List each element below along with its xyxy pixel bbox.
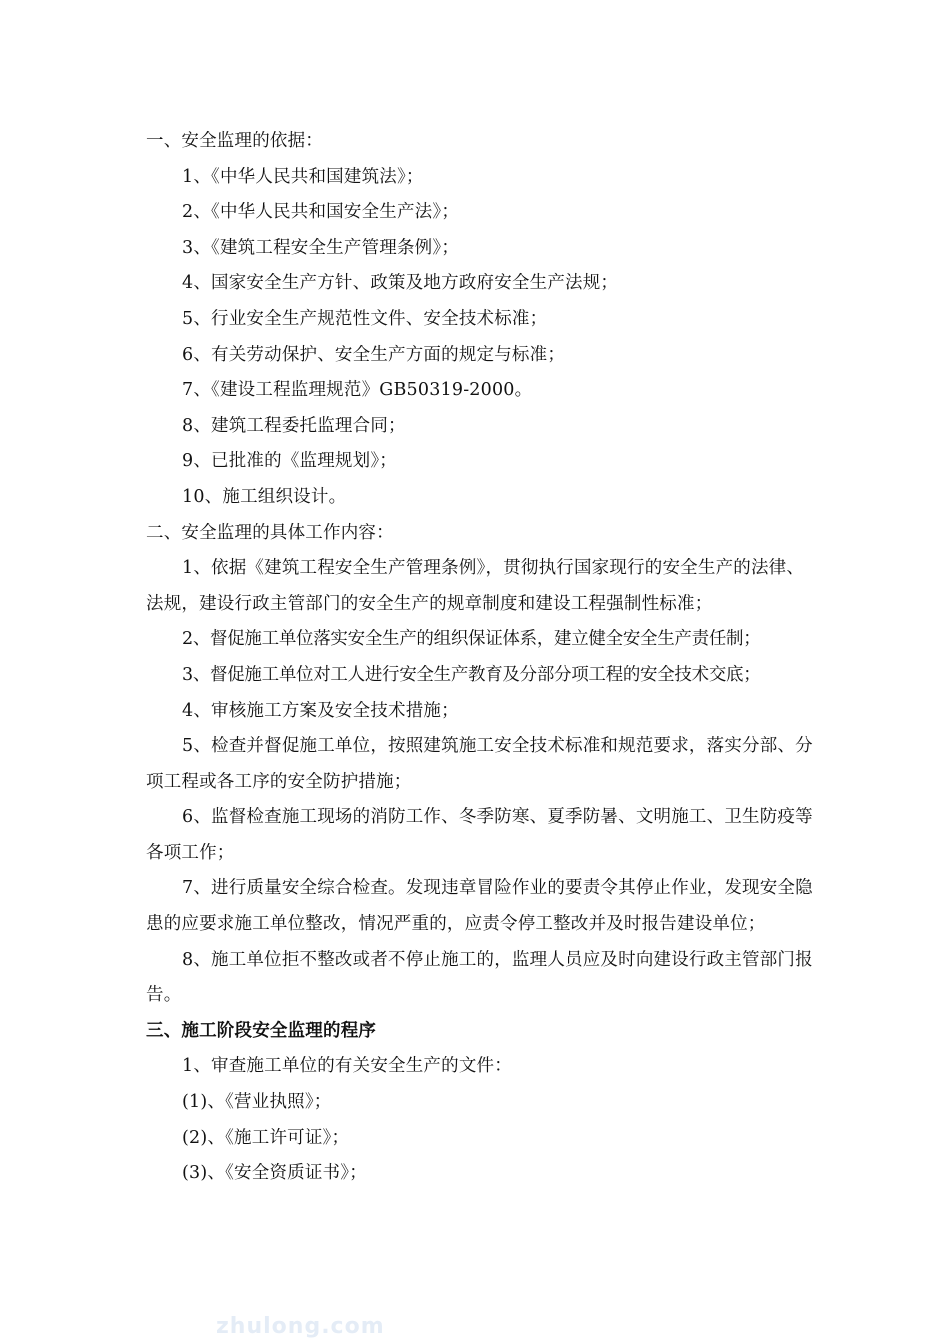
section-2-item-3: 3、督促施工单位对工人进行安全生产教育及分部分项工程的安全技术交底； xyxy=(182,664,761,685)
watermark: zhulong.com xyxy=(216,1314,385,1339)
section-1-item-7: 7、《建设工程监理规范》GB50319-2000。 xyxy=(182,380,533,401)
section-1-item-3: 3、《建筑工程安全生产管理条例》； xyxy=(182,237,460,258)
section-1-item-5: 5、行业安全生产规范性文件、安全技术标准； xyxy=(182,308,548,329)
document-body xyxy=(146,124,818,1192)
section-2-heading: 二、安全监理的具体工作内容： xyxy=(146,522,394,543)
section-3-item-2: (1)、《营业执照》； xyxy=(182,1092,332,1113)
section-1-item-8: 8、建筑工程委托监理合同； xyxy=(182,415,406,436)
section-2-item-6: 6、监督检查施工现场的消防工作、冬季防寒、夏季防暑、文明施工、卫生防疫等各项工作； xyxy=(146,807,813,863)
section-1-item-1: 1、《中华人民共和国建筑法》； xyxy=(182,166,424,187)
section-1-item-4: 4、国家安全生产方针、政策及地方政府安全生产法规； xyxy=(182,273,619,294)
section-1-item-9: 9、已批准的《监理规划》； xyxy=(182,451,397,472)
section-1-item-2: 2、《中华人民共和国安全生产法》； xyxy=(182,202,460,223)
section-2-item-7: 7、进行质量安全综合检查。发现违章冒险作业的要责令其停止作业，发现安全隐患的应要求施工单位整改，情况严重的，应责令停工整改并及时报告建设单位； xyxy=(146,878,813,935)
section-2-item-5: 5、检查并督促施工单位，按照建筑施工安全技术标准和规范要求，落实分部、分项工程或各工序的安全防护措施； xyxy=(146,736,813,792)
section-3-item-1: 1、审查施工单位的有关安全生产的文件： xyxy=(182,1056,512,1077)
section-2-item-2: 2、督促施工单位落实安全生产的组织保证体系，建立健全安全生产责任制； xyxy=(182,629,761,650)
section-1-heading: 一、安全监理的依据： xyxy=(146,131,323,151)
section-3-item-4: (3)、《安全资质证书》； xyxy=(182,1163,367,1184)
section-1-item-10: 10、施工组织设计。 xyxy=(182,486,347,507)
section-3-heading: 三、施工阶段安全监理的程序 xyxy=(146,1020,377,1041)
section-2-item-4: 4、审核施工方案及安全技术措施； xyxy=(182,700,459,721)
section-3-item-3: (2)、《施工许可证》； xyxy=(182,1127,350,1148)
section-2-item-8: 8、施工单位拒不整改或者不停止施工的，监理人员应及时向建设行政主管部门报告。 xyxy=(146,949,813,1006)
section-1-item-6: 6、有关劳动保护、安全生产方面的规定与标准； xyxy=(182,344,566,365)
section-2-item-1: 1、依据《建筑工程安全生产管理条例》，贯彻执行国家现行的安全生产的法律、法规，建设行政主管部门的安全生产的规章制度和建设工程强制性标准； xyxy=(146,558,805,614)
